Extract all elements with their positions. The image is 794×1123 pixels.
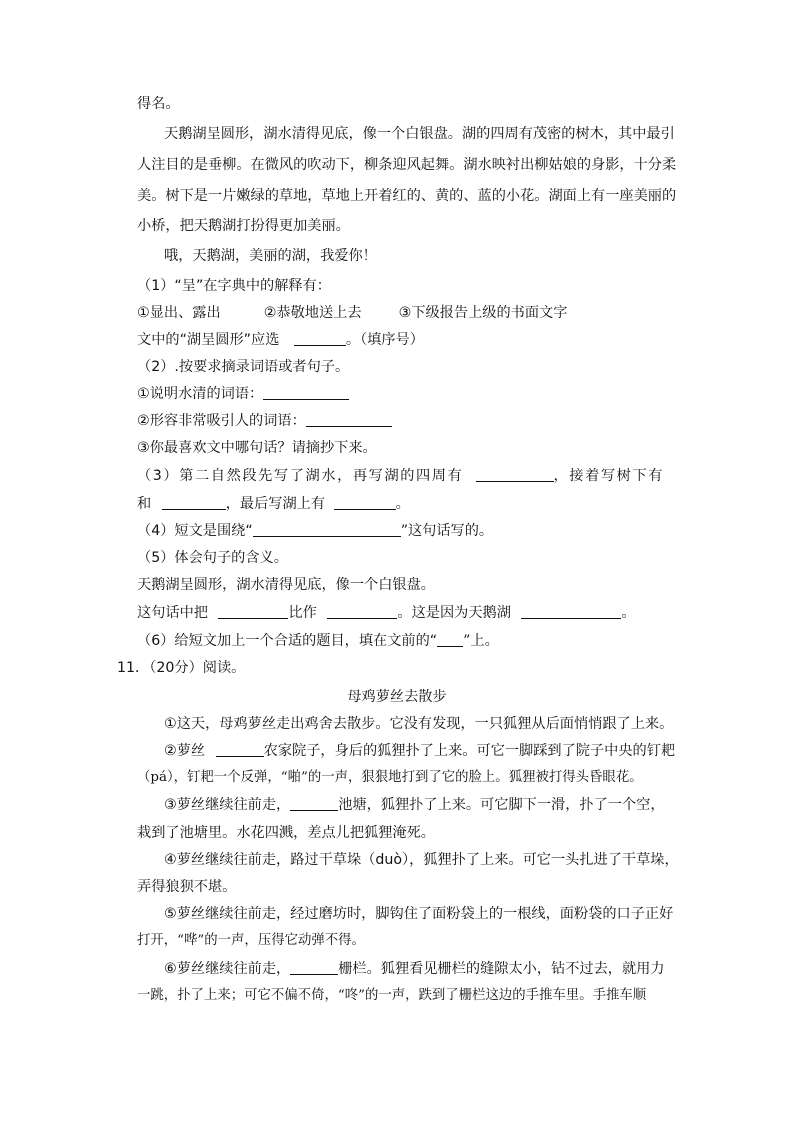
passage-line: 人注目的是垂柳。在微风的吹动下，柳条迎风起舞。湖水映衬出柳姑娘的身影，十分柔 — [137, 157, 677, 173]
question-11-label: 11．（20分）阅读。 — [117, 660, 246, 676]
passage-line: 小桥，把天鹅湖打扮得更加美丽。 — [137, 218, 350, 234]
story-paragraph-3: ③萝丝继续往前走， 池塘，狐狸扑了上来。可它脚下一滑，扑了一个空， — [164, 797, 665, 813]
passage-closing: 哦，天鹅湖，美丽的湖，我爱你！ — [164, 248, 377, 264]
option-2: ②恭敬地送上去 — [263, 305, 362, 321]
question-1-ask: 文中的“湖呈圆形”应选 。（填序号） — [137, 332, 424, 348]
question-1-stem: （1）“呈”在字典中的解释有： — [137, 278, 331, 294]
answer-blank[interactable] — [162, 495, 226, 510]
question-2-stem: （2）.按要求摘录词语或者句子。 — [137, 359, 350, 375]
story-paragraph-2: ②萝丝 农家院子，身后的狐狸扑了上来。可它一脚踩到了院子中央的钉耙 — [164, 743, 676, 759]
answer-blank[interactable] — [216, 742, 264, 757]
story-paragraph-6-cont: 一跳，扑了上来；可它不偏不倚，“咚”的一声，跌到了栅栏这边的手推车里。手推车顺 — [137, 988, 647, 1003]
story-paragraph-6: ⑥萝丝继续往前走， 栅栏。狐狸看见栅栏的缝隙太小，钻不过去，就用力 — [164, 961, 665, 977]
passage-line: 天鹅湖呈圆形，湖水清得见底，像一个白银盘。湖的四周有茂密的树木，其中最引 — [164, 126, 675, 142]
question-2-a: ①说明水清的词语： — [137, 384, 349, 404]
question-3-line-1: （3）第二自然段先写了湖水，再写湖的四周有 ，接着写树下有 — [137, 468, 665, 484]
answer-blank[interactable] — [437, 632, 463, 647]
story-paragraph-4: ④萝丝继续往前走，路过干草垛（duò），狐狸扑了上来。可它一头扎进了干草垛， — [164, 852, 679, 868]
answer-blank[interactable] — [306, 412, 392, 427]
story-paragraph-5: ⑤萝丝继续往前走，经过磨坊时，脚钩住了面粉袋上的一根线，面粉袋的口子正好 — [164, 906, 674, 922]
answer-blank[interactable] — [263, 385, 349, 400]
question-5-stem: （5）体会句子的含义。 — [137, 550, 288, 566]
option-3: ③下级报告上级的书面文字 — [398, 305, 568, 321]
story-title: 母鸡萝丝去散步 — [347, 689, 447, 705]
question-6: （6）给短文加上一个合适的题目，填在文前的“ ”上。 — [137, 633, 499, 649]
question-5-quote: 天鹅湖呈圆形，湖水清得见底，像一个白银盘。 — [137, 577, 435, 593]
story-paragraph-1: ①这天，母鸡萝丝走出鸡舍去散步。它没有发现，一只狐狸从后面悄悄跟了上来。 — [164, 716, 674, 732]
paragraph-tail: 得名。 — [137, 96, 180, 112]
answer-blank[interactable] — [294, 331, 346, 346]
story-paragraph-4-cont: 弄得狼狈不堪。 — [137, 879, 237, 895]
story-paragraph-3-cont: 栽到了池塘里。水花四溅，差点儿把狐狸淹死。 — [137, 825, 435, 841]
answer-blank[interactable] — [290, 960, 338, 975]
option-1: ①显出、露出 — [137, 305, 221, 321]
question-3-line-2: 和 ，最后写湖上有 。 — [137, 496, 410, 512]
answer-blank[interactable] — [476, 467, 554, 482]
question-5-ask: 这句话中把 比作 。这是因为天鹅湖 。 — [137, 605, 636, 621]
passage-line: 美。树下是一片嫩绿的草地，草地上开着红的、黄的、蓝的小花。湖面上有一座美丽的 — [137, 188, 677, 204]
story-paragraph-5-cont: 打开，“哗”的一声，压得它动弹不得。 — [137, 933, 365, 948]
answer-blank[interactable] — [218, 604, 288, 619]
question-1-options — [137, 303, 567, 323]
story-paragraph-2-cont: （pá），钉耙一个反弹，“啪”的一声，狠狠地打到了它的脸上。狐狸被打得头昏眼花。 — [137, 770, 643, 785]
question-2-b: ②形容非常吸引人的词语： — [137, 411, 392, 431]
answer-blank[interactable] — [521, 604, 621, 619]
question-4: （4）短文是围绕“ ”这句话写的。 — [137, 523, 494, 539]
answer-blank[interactable] — [290, 796, 338, 811]
answer-blank[interactable] — [253, 522, 401, 537]
answer-blank[interactable] — [327, 604, 397, 619]
answer-blank[interactable] — [334, 495, 396, 510]
question-2-c: ③你最喜欢文中哪句话？请摘抄下来。 — [137, 440, 377, 456]
